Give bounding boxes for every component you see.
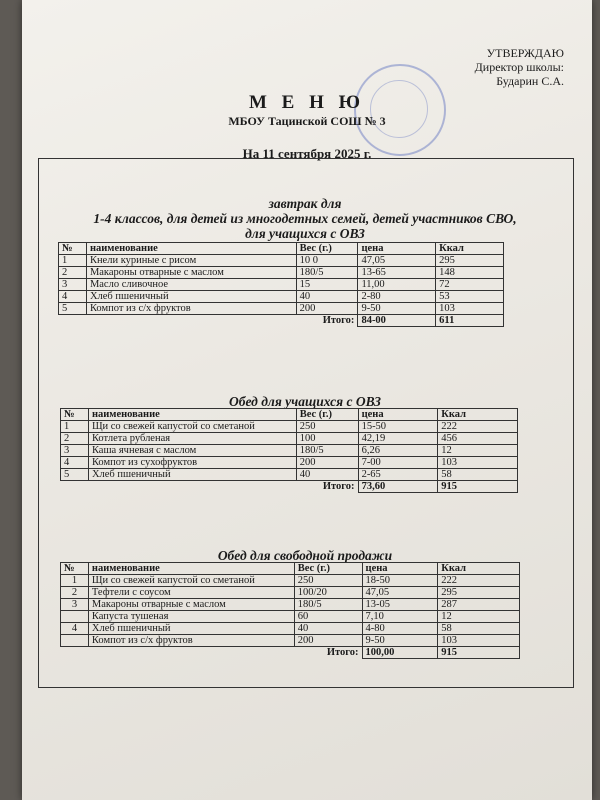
row-name: Масло сливочное [86, 279, 296, 291]
col-price: цена [358, 409, 438, 421]
col-name: наименование [88, 563, 294, 575]
total-kcal: 915 [438, 481, 518, 493]
row-num: 1 [61, 421, 89, 433]
table-row [61, 623, 520, 635]
table-row [61, 433, 518, 445]
row-kcal: 12 [438, 611, 520, 623]
row-kcal: 72 [436, 279, 504, 291]
row-kcal: 53 [436, 291, 504, 303]
row-price: 2-65 [358, 469, 438, 481]
row-name: Хлеб пшеничный [88, 623, 294, 635]
row-price: 47,05 [358, 255, 436, 267]
lunch-sale-table [60, 562, 520, 659]
row-name: Щи со свежей капустой со сметаной [88, 421, 296, 433]
row-name: Хлеб пшеничный [86, 291, 296, 303]
row-num [61, 635, 89, 647]
row-weight: 250 [294, 575, 362, 587]
table-row [59, 291, 504, 303]
row-name: Щи со свежей капустой со сметаной [88, 575, 294, 587]
table-row [61, 575, 520, 587]
row-price: 6,26 [358, 445, 438, 457]
row-name: Компот из сухофруктов [88, 457, 296, 469]
row-name: Капуста тушеная [88, 611, 294, 623]
table-row [59, 267, 504, 279]
col-kcal: Ккал [438, 409, 518, 421]
row-weight: 250 [296, 421, 358, 433]
table-row [61, 599, 520, 611]
row-price: 15-50 [358, 421, 438, 433]
row-price: 42,19 [358, 433, 438, 445]
row-kcal: 12 [438, 445, 518, 457]
row-price: 13-05 [362, 599, 438, 611]
row-weight: 100/20 [294, 587, 362, 599]
table-header-row [61, 409, 518, 421]
row-name: Компот из с/х фруктов [86, 303, 296, 315]
total-row [61, 481, 518, 493]
row-weight: 200 [296, 457, 358, 469]
approval-heading: УТВЕРЖДАЮ [486, 46, 564, 60]
col-num: № [59, 243, 87, 255]
lunch-sale-title-line1: Обед для свободной продажи [217, 548, 393, 563]
col-weight: Вес (г.) [296, 243, 358, 255]
table-row [61, 635, 520, 647]
table-row [61, 445, 518, 457]
total-price: 73,60 [358, 481, 438, 493]
row-weight: 180/5 [296, 445, 358, 457]
row-price: 11,00 [358, 279, 436, 291]
table-row [59, 279, 504, 291]
row-kcal: 58 [438, 469, 518, 481]
row-num: 2 [61, 433, 89, 445]
row-kcal: 295 [438, 587, 520, 599]
row-num: 3 [61, 599, 89, 611]
row-name: Макароны отварные с маслом [88, 599, 294, 611]
row-name: Макароны отварные с маслом [86, 267, 296, 279]
row-num: 2 [59, 267, 87, 279]
row-num: 4 [61, 457, 89, 469]
col-price: цена [362, 563, 438, 575]
row-num: 1 [61, 575, 89, 587]
breakfast-title-line1: завтрак для [268, 196, 342, 211]
row-kcal: 58 [438, 623, 520, 635]
row-weight: 200 [294, 635, 362, 647]
total-kcal: 915 [438, 647, 520, 659]
total-kcal: 611 [436, 315, 504, 327]
breakfast-title-line2: 1-4 классов, для детей из многодетных семей, детей участников СВО, [93, 211, 517, 226]
col-name: наименование [86, 243, 296, 255]
row-name: Кнели куриные с рисом [86, 255, 296, 267]
page-title: М Е Н Ю [248, 92, 366, 113]
breakfast-table [58, 242, 504, 327]
row-num [61, 611, 89, 623]
row-weight: 200 [296, 303, 358, 315]
row-num: 5 [59, 303, 87, 315]
row-price: 4-80 [362, 623, 438, 635]
row-num: 1 [59, 255, 87, 267]
total-row [59, 315, 504, 327]
school-name: МБОУ Тацинской СОШ № 3 [228, 114, 386, 128]
row-num: 4 [61, 623, 89, 635]
table-row [61, 469, 518, 481]
table-row [59, 255, 504, 267]
total-label: Итого: [322, 315, 355, 327]
row-num: 5 [61, 469, 89, 481]
row-weight: 10 0 [296, 255, 358, 267]
row-weight: 40 [296, 469, 358, 481]
lunch-ovz-title-line1: Обед для учащихся с ОВЗ [228, 394, 381, 409]
table-row [59, 303, 504, 315]
row-price: 13-65 [358, 267, 436, 279]
table-row [61, 611, 520, 623]
row-price: 9-50 [358, 303, 436, 315]
row-weight: 40 [294, 623, 362, 635]
table-row [61, 421, 518, 433]
col-num: № [61, 563, 89, 575]
approval-position: Директор школы: [474, 60, 564, 74]
row-kcal: 103 [436, 303, 504, 315]
row-kcal: 456 [438, 433, 518, 445]
table-row [61, 457, 518, 469]
table-row [61, 587, 520, 599]
row-weight: 60 [294, 611, 362, 623]
row-price: 7,10 [362, 611, 438, 623]
row-kcal: 287 [438, 599, 520, 611]
total-label: Итого: [322, 481, 355, 493]
row-kcal: 103 [438, 635, 520, 647]
row-weight: 180/5 [296, 267, 358, 279]
row-name: Каша ячневая с маслом [88, 445, 296, 457]
row-kcal: 222 [438, 575, 520, 587]
row-name: Хлеб пшеничный [88, 469, 296, 481]
col-price: цена [358, 243, 436, 255]
approval-block [475, 46, 564, 88]
row-name: Тефтели с соусом [88, 587, 294, 599]
total-price: 84-00 [358, 315, 436, 327]
approval-signer: Бударин С.А. [496, 74, 564, 88]
breakfast-title-line3: для учащихся с ОВЗ [245, 226, 365, 241]
lunch-ovz-table [60, 408, 518, 493]
row-price: 47,05 [362, 587, 438, 599]
total-label: Итого: [326, 647, 359, 659]
row-weight: 40 [296, 291, 358, 303]
row-price: 7-00 [358, 457, 438, 469]
col-name: наименование [88, 409, 296, 421]
row-kcal: 103 [438, 457, 518, 469]
row-price: 2-80 [358, 291, 436, 303]
col-weight: Вес (г.) [294, 563, 362, 575]
row-price: 18-50 [362, 575, 438, 587]
table-header-row [59, 243, 504, 255]
row-num: 2 [61, 587, 89, 599]
row-weight: 15 [296, 279, 358, 291]
breakfast-title [38, 196, 572, 241]
total-price: 100,00 [362, 647, 438, 659]
row-name: Компот из с/х фруктов [88, 635, 294, 647]
table-header-row [61, 563, 520, 575]
col-num: № [61, 409, 89, 421]
col-kcal: Ккал [436, 243, 504, 255]
row-price: 9-50 [362, 635, 438, 647]
row-weight: 100 [296, 433, 358, 445]
row-kcal: 222 [438, 421, 518, 433]
col-kcal: Ккал [438, 563, 520, 575]
col-weight: Вес (г.) [296, 409, 358, 421]
row-weight: 180/5 [294, 599, 362, 611]
row-kcal: 148 [436, 267, 504, 279]
row-name: Котлета рубленая [88, 433, 296, 445]
row-num: 3 [59, 279, 87, 291]
total-row [61, 647, 520, 659]
lunch-sale-title [38, 548, 572, 563]
row-num: 3 [61, 445, 89, 457]
menu-date: На 11 сентября 2025 г. [242, 146, 372, 161]
row-num: 4 [59, 291, 87, 303]
lunch-ovz-title [38, 394, 572, 409]
row-kcal: 295 [436, 255, 504, 267]
